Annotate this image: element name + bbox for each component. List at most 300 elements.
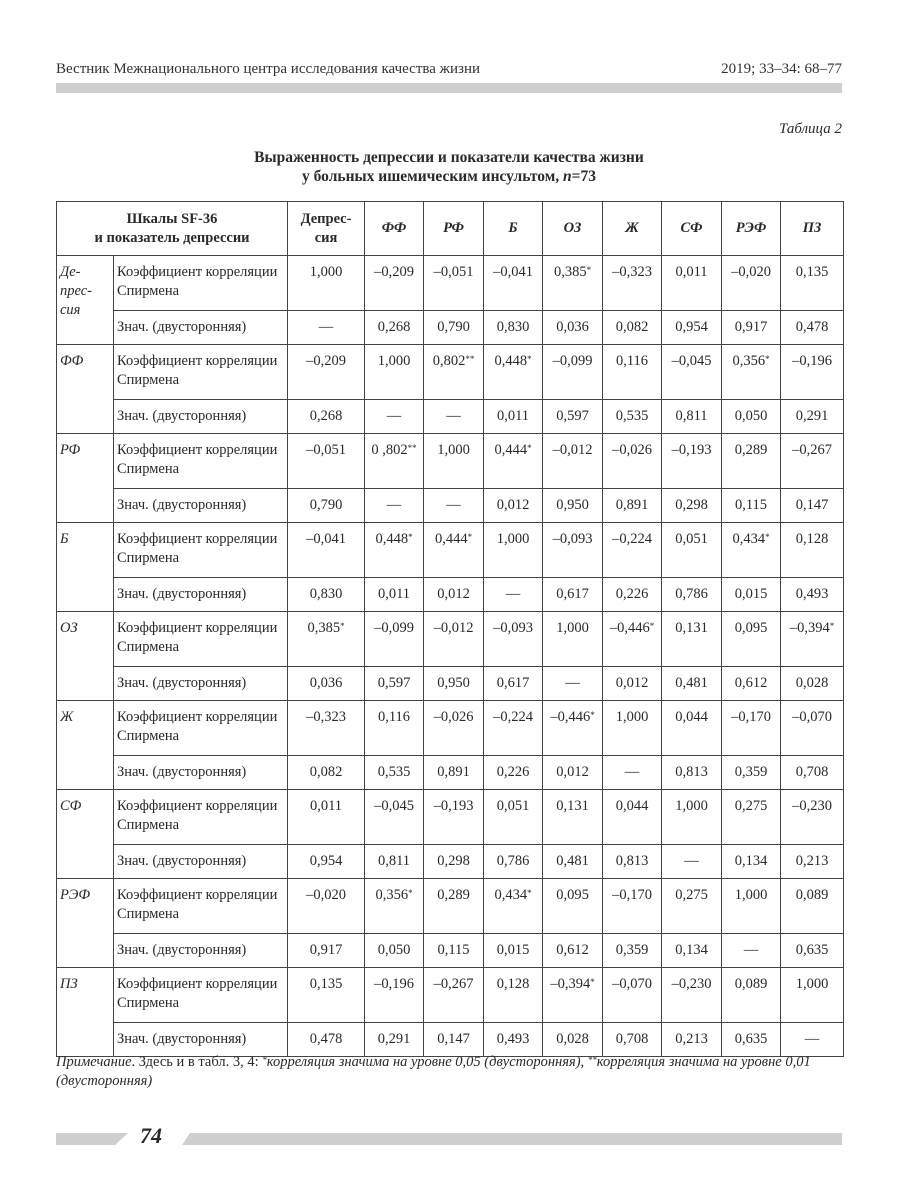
- coefficient-value: 0,434: [732, 531, 766, 547]
- row-label-coefficient: Коэффициент корреляции Спирмена: [114, 612, 288, 667]
- row-label-significance: Знач. (двусторонняя): [114, 756, 288, 790]
- coefficient-cell: [662, 523, 722, 578]
- table-row: [57, 578, 844, 612]
- significance-cell: 0,028: [781, 667, 844, 701]
- coefficient-value: 0,275: [734, 798, 768, 814]
- column-header: ПЗ: [781, 202, 844, 256]
- coefficient-cell: [543, 523, 603, 578]
- footnote-lead: Примечание: [56, 1054, 132, 1070]
- coefficient-cell: [722, 345, 781, 400]
- coefficient-cell: [603, 790, 662, 845]
- coefficient-value: –0,224: [493, 709, 533, 725]
- footer-bar-left: [56, 1133, 128, 1145]
- significance-cell: 0,535: [603, 400, 662, 434]
- coefficient-value: 1,000: [556, 620, 589, 636]
- significance-cell: 0,012: [424, 578, 484, 612]
- coefficient-cell: [484, 434, 543, 489]
- row-label-coefficient: Коэффициент корреляции Спирмена: [114, 523, 288, 578]
- significance-cell: 0,012: [543, 756, 603, 790]
- coefficient-value: –0,070: [612, 976, 652, 992]
- coefficient-cell: [288, 434, 365, 489]
- significance-mark: *: [765, 532, 770, 542]
- coefficient-value: 0 ,802: [371, 442, 408, 458]
- coefficient-value: –0,170: [731, 709, 771, 725]
- significance-mark: *: [649, 621, 655, 631]
- column-header: Б: [484, 202, 543, 256]
- coefficient-cell: [365, 968, 424, 1023]
- coefficient-value: 0,011: [309, 798, 343, 814]
- coefficient-cell: [603, 434, 662, 489]
- significance-cell: 0,478: [288, 1023, 365, 1057]
- coefficient-value: –0,267: [433, 976, 474, 992]
- coefficient-value: 1,000: [675, 798, 708, 814]
- table-row: [57, 756, 844, 790]
- significance-cell: 0,268: [365, 311, 424, 345]
- coefficient-value: –0,099: [552, 353, 593, 369]
- coefficient-cell: [603, 523, 662, 578]
- significance-cell: —: [424, 489, 484, 523]
- coefficient-cell: [662, 612, 722, 667]
- coefficient-cell: [543, 256, 603, 311]
- row-label-significance: Знач. (двусторонняя): [114, 578, 288, 612]
- coefficient-cell: [288, 701, 365, 756]
- coefficient-cell: [365, 701, 424, 756]
- coefficient-cell: [603, 968, 662, 1023]
- significance-mark: *: [829, 621, 835, 631]
- coefficient-cell: [662, 968, 722, 1023]
- significance-cell: 0,493: [484, 1023, 543, 1057]
- coefficient-value: 0,135: [309, 976, 343, 992]
- coefficient-value: 0,011: [675, 264, 708, 280]
- significance-cell: 0,134: [662, 934, 722, 968]
- coefficient-cell: [662, 790, 722, 845]
- coefficient-value: 0,116: [615, 353, 649, 369]
- significance-cell: 0,617: [543, 578, 603, 612]
- significance-cell: 0,917: [722, 311, 781, 345]
- table-row: [57, 612, 844, 667]
- row-label-significance: Знач. (двусторонняя): [114, 934, 288, 968]
- coefficient-cell: [484, 701, 543, 756]
- coefficient-value: 1,000: [734, 887, 768, 903]
- coefficient-cell: [365, 790, 424, 845]
- header-row: [57, 202, 844, 256]
- significance-cell: 0,147: [424, 1023, 484, 1057]
- table-row: [57, 523, 844, 578]
- coefficient-value: 0,131: [556, 798, 589, 814]
- row-label-significance: Знач. (двусторонняя): [114, 489, 288, 523]
- coefficient-value: 0,135: [795, 264, 829, 280]
- coefficient-value: 0,051: [675, 531, 708, 547]
- significance-cell: 0,813: [662, 756, 722, 790]
- significance-cell: —: [365, 400, 424, 434]
- coefficient-cell: [662, 345, 722, 400]
- table-row: [57, 489, 844, 523]
- coefficient-cell: [722, 790, 781, 845]
- significance-cell: 0,950: [543, 489, 603, 523]
- table-row: [57, 434, 844, 489]
- significance-cell: 0,612: [543, 934, 603, 968]
- column-header: Депрес- сия: [288, 202, 365, 256]
- coefficient-value: –0,041: [493, 264, 533, 280]
- coefficient-cell: [781, 879, 844, 934]
- significance-mark: *: [340, 621, 345, 631]
- scale-name: ОЗ: [57, 612, 114, 701]
- coefficient-value: 0,051: [496, 798, 530, 814]
- coefficient-cell: [365, 434, 424, 489]
- footnote-mark-2: **: [587, 1055, 597, 1065]
- footnote-text-2: корреляция значима на уровне 0,05 (двусторонняя),: [266, 1054, 588, 1070]
- coefficient-cell: [722, 968, 781, 1023]
- coefficient-cell: [484, 256, 543, 311]
- coefficient-value: 0,448: [494, 353, 528, 369]
- coefficient-value: –0,209: [374, 264, 414, 280]
- coefficient-value: –0,193: [671, 442, 712, 458]
- coefficient-cell: [424, 879, 484, 934]
- significance-cell: 0,597: [365, 667, 424, 701]
- table-row: [57, 845, 844, 879]
- significance-cell: 0,478: [781, 311, 844, 345]
- significance-mark: **: [407, 443, 417, 453]
- significance-cell: 0,115: [424, 934, 484, 968]
- significance-cell: 0,298: [424, 845, 484, 879]
- significance-cell: 0,359: [722, 756, 781, 790]
- coefficient-cell: [288, 345, 365, 400]
- title-line-1: Выраженность депрессии и показатели качества жизни: [254, 149, 644, 166]
- significance-cell: 0,708: [603, 1023, 662, 1057]
- coefficient-cell: [365, 612, 424, 667]
- table-row: [57, 879, 844, 934]
- significance-mark: *: [527, 888, 532, 898]
- significance-cell: 0,811: [662, 400, 722, 434]
- coefficient-value: 1,000: [309, 264, 343, 280]
- coefficient-value: –0,230: [671, 976, 712, 992]
- significance-cell: 0,082: [603, 311, 662, 345]
- significance-cell: 0,830: [484, 311, 543, 345]
- row-label-significance: Знач. (двусторонняя): [114, 400, 288, 434]
- header-rule: [56, 83, 842, 93]
- significance-cell: 0,226: [484, 756, 543, 790]
- coefficient-value: 1,000: [496, 531, 530, 547]
- significance-cell: 0,011: [484, 400, 543, 434]
- coefficient-cell: [424, 256, 484, 311]
- row-label-coefficient: Коэффициент корреляции Спирмена: [114, 256, 288, 311]
- title-n-label: n: [563, 168, 572, 185]
- significance-cell: 0,028: [543, 1023, 603, 1057]
- coefficient-cell: [484, 879, 543, 934]
- coefficient-value: –0,170: [612, 887, 652, 903]
- row-label-significance: Знач. (двусторонняя): [114, 311, 288, 345]
- coefficient-value: 0,095: [556, 887, 589, 903]
- coefficient-cell: [543, 612, 603, 667]
- significance-cell: 0,012: [603, 667, 662, 701]
- coefficient-value: –0,051: [433, 264, 474, 280]
- coefficient-cell: [543, 790, 603, 845]
- footnote-mark-1: *: [262, 1055, 267, 1065]
- coefficient-value: –0,045: [374, 798, 414, 814]
- coefficient-cell: [484, 612, 543, 667]
- significance-cell: 0,268: [288, 400, 365, 434]
- coefficient-value: –0,230: [792, 798, 832, 814]
- table-row: [57, 345, 844, 400]
- coefficient-value: –0,051: [306, 442, 346, 458]
- significance-cell: —: [781, 1023, 844, 1057]
- coefficient-value: 1,000: [437, 442, 470, 458]
- coefficient-cell: [722, 256, 781, 311]
- coefficient-value: 0,128: [496, 976, 530, 992]
- footnote-text-1: . Здесь и в табл. 3, 4:: [131, 1054, 263, 1070]
- significance-cell: 0,015: [484, 934, 543, 968]
- significance-cell: 0,917: [288, 934, 365, 968]
- coefficient-value: –0,323: [612, 264, 652, 280]
- coefficient-value: 0,128: [795, 531, 829, 547]
- scale-name: РЭФ: [57, 879, 114, 968]
- significance-cell: 0,036: [543, 311, 603, 345]
- column-header: ОЗ: [543, 202, 603, 256]
- coefficient-value: 0,289: [437, 887, 470, 903]
- column-header: Ж: [603, 202, 662, 256]
- coefficient-cell: [662, 256, 722, 311]
- coefficient-cell: [781, 701, 844, 756]
- significance-cell: 0,213: [781, 845, 844, 879]
- significance-cell: —: [484, 578, 543, 612]
- significance-cell: 0,954: [288, 845, 365, 879]
- significance-cell: —: [365, 489, 424, 523]
- coefficient-value: –0,224: [612, 531, 652, 547]
- row-label-coefficient: Коэффициент корреляции Спирмена: [114, 879, 288, 934]
- table-row: [57, 790, 844, 845]
- significance-mark: *: [408, 532, 413, 542]
- table-row: [57, 934, 844, 968]
- coefficient-value: –0,012: [433, 620, 474, 636]
- significance-cell: 0,830: [288, 578, 365, 612]
- coefficient-value: –0,394: [789, 620, 830, 636]
- coefficient-cell: [603, 612, 662, 667]
- coefficient-value: 0,116: [377, 709, 411, 725]
- row-label-coefficient: Коэффициент корреляции Спирмена: [114, 434, 288, 489]
- coefficient-cell: [722, 612, 781, 667]
- significance-cell: 0,708: [781, 756, 844, 790]
- significance-mark: **: [465, 354, 475, 364]
- coefficient-value: 0,444: [434, 531, 468, 547]
- significance-cell: —: [662, 845, 722, 879]
- coefficient-value: 0,356: [375, 887, 409, 903]
- coefficient-cell: [484, 345, 543, 400]
- table-row: [57, 1023, 844, 1057]
- coefficient-value: –0,394: [550, 976, 591, 992]
- significance-cell: 0,012: [484, 489, 543, 523]
- column-header: РФ: [424, 202, 484, 256]
- coefficient-cell: [424, 434, 484, 489]
- coefficient-cell: [424, 701, 484, 756]
- scale-name: Ж: [57, 701, 114, 790]
- significance-cell: 0,291: [365, 1023, 424, 1057]
- coefficient-value: –0,026: [433, 709, 474, 725]
- scale-name: Де- прес- сия: [57, 256, 114, 345]
- row-label-significance: Знач. (двусторонняя): [114, 1023, 288, 1057]
- table-row: [57, 311, 844, 345]
- significance-cell: 0,790: [424, 311, 484, 345]
- coefficient-cell: [365, 256, 424, 311]
- significance-cell: 0,036: [288, 667, 365, 701]
- table-label: Таблица 2: [779, 121, 842, 137]
- coefficient-value: 0,289: [734, 442, 768, 458]
- coefficient-cell: [288, 256, 365, 311]
- coefficient-value: 0,044: [615, 798, 649, 814]
- coefficient-cell: [288, 968, 365, 1023]
- running-head: [56, 61, 842, 78]
- row-label-significance: Знач. (двусторонняя): [114, 667, 288, 701]
- significance-cell: 0,617: [484, 667, 543, 701]
- table-title: [56, 148, 842, 186]
- coefficient-value: –0,446: [609, 620, 650, 636]
- significance-mark: *: [527, 354, 532, 364]
- significance-cell: 0,213: [662, 1023, 722, 1057]
- significance-cell: 0,298: [662, 489, 722, 523]
- coefficient-value: 1,000: [795, 976, 829, 992]
- significance-cell: 0,612: [722, 667, 781, 701]
- coefficient-value: 0,448: [375, 531, 409, 547]
- footer-bar-right: [182, 1133, 842, 1145]
- significance-cell: 0,082: [288, 756, 365, 790]
- significance-cell: 0,786: [662, 578, 722, 612]
- coefficient-cell: [781, 256, 844, 311]
- significance-cell: 0,050: [365, 934, 424, 968]
- footnote-text-3: корреляция значима на уровне 0,01 (двусторонняя): [56, 1054, 811, 1089]
- title-line-2-text: у больных ишемическим инсультом,: [302, 168, 564, 185]
- significance-cell: 0,015: [722, 578, 781, 612]
- coefficient-cell: [781, 968, 844, 1023]
- coefficient-cell: [484, 523, 543, 578]
- significance-cell: 0,635: [781, 934, 844, 968]
- coefficient-cell: [543, 879, 603, 934]
- scale-name: ПЗ: [57, 968, 114, 1057]
- significance-mark: *: [408, 888, 413, 898]
- coefficient-value: 0,444: [494, 442, 528, 458]
- coefficient-value: 0,802: [432, 353, 466, 369]
- coefficient-value: –0,012: [552, 442, 593, 458]
- coefficient-value: 1,000: [377, 353, 411, 369]
- scale-name: СФ: [57, 790, 114, 879]
- significance-cell: 0,359: [603, 934, 662, 968]
- table-row: [57, 701, 844, 756]
- significance-cell: 0,790: [288, 489, 365, 523]
- coefficient-value: –0,093: [493, 620, 533, 636]
- significance-cell: 0,226: [603, 578, 662, 612]
- scale-name: Б: [57, 523, 114, 612]
- table-row: [57, 667, 844, 701]
- coefficient-cell: [603, 256, 662, 311]
- significance-cell: 0,635: [722, 1023, 781, 1057]
- coefficient-value: –0,093: [552, 531, 593, 547]
- coefficient-cell: [781, 612, 844, 667]
- row-label-coefficient: Коэффициент корреляции Спирмена: [114, 790, 288, 845]
- coefficient-value: –0,209: [306, 353, 346, 369]
- coefficient-cell: [781, 434, 844, 489]
- coefficient-cell: [365, 523, 424, 578]
- significance-cell: 0,291: [781, 400, 844, 434]
- row-label-significance: Знач. (двусторонняя): [114, 845, 288, 879]
- coefficient-cell: [288, 879, 365, 934]
- coefficient-value: –0,196: [374, 976, 414, 992]
- significance-cell: 0,535: [365, 756, 424, 790]
- coefficient-cell: [722, 879, 781, 934]
- coefficient-cell: [722, 523, 781, 578]
- coefficient-value: –0,045: [671, 353, 712, 369]
- significance-cell: —: [543, 667, 603, 701]
- significance-cell: 0,786: [484, 845, 543, 879]
- significance-cell: —: [722, 934, 781, 968]
- significance-mark: *: [590, 977, 595, 987]
- title-line-2: [56, 167, 842, 186]
- coefficient-cell: [603, 701, 662, 756]
- significance-cell: 0,891: [603, 489, 662, 523]
- significance-cell: 0,481: [662, 667, 722, 701]
- coefficient-cell: [365, 879, 424, 934]
- significance-cell: 0,813: [603, 845, 662, 879]
- column-header: СФ: [662, 202, 722, 256]
- coefficient-cell: [603, 879, 662, 934]
- page-number: 74: [140, 1123, 162, 1148]
- coefficient-value: 0,434: [494, 887, 528, 903]
- significance-cell: 0,147: [781, 489, 844, 523]
- significance-mark: *: [527, 443, 532, 453]
- coefficient-cell: [424, 790, 484, 845]
- coefficient-cell: [424, 968, 484, 1023]
- column-header: РЭФ: [722, 202, 781, 256]
- scales-header: Шкалы SF-36 и показатель депрессии: [57, 202, 288, 256]
- title-n-value: =73: [571, 168, 596, 185]
- coefficient-cell: [662, 879, 722, 934]
- significance-cell: 0,950: [424, 667, 484, 701]
- coefficient-value: 0,385: [307, 620, 341, 636]
- table-row: [57, 256, 844, 311]
- table-body: [57, 256, 844, 1057]
- correlation-table: [56, 201, 844, 1057]
- coefficient-cell: [781, 345, 844, 400]
- scale-name: РФ: [57, 434, 114, 523]
- coefficient-value: 0,044: [675, 709, 708, 725]
- coefficient-cell: [662, 434, 722, 489]
- coefficient-value: –0,041: [306, 531, 346, 547]
- citation: 2019; 33–34: 68–77: [721, 61, 842, 77]
- coefficient-cell: [424, 523, 484, 578]
- significance-cell: 0,115: [722, 489, 781, 523]
- coefficient-value: –0,020: [731, 264, 771, 280]
- coefficient-cell: [662, 701, 722, 756]
- coefficient-value: 0,275: [675, 887, 708, 903]
- column-header: ФФ: [365, 202, 424, 256]
- coefficient-cell: [781, 790, 844, 845]
- coefficient-value: –0,193: [433, 798, 474, 814]
- significance-cell: 0,954: [662, 311, 722, 345]
- coefficient-value: 0,095: [734, 620, 768, 636]
- significance-cell: 0,134: [722, 845, 781, 879]
- significance-cell: 0,891: [424, 756, 484, 790]
- significance-mark: *: [586, 265, 592, 275]
- scale-name: ФФ: [57, 345, 114, 434]
- significance-cell: —: [288, 311, 365, 345]
- coefficient-cell: [484, 968, 543, 1023]
- coefficient-cell: [288, 523, 365, 578]
- coefficient-value: –0,070: [792, 709, 832, 725]
- coefficient-cell: [288, 612, 365, 667]
- coefficient-value: –0,026: [612, 442, 652, 458]
- row-label-coefficient: Коэффициент корреляции Спирмена: [114, 345, 288, 400]
- significance-cell: 0,811: [365, 845, 424, 879]
- significance-mark: *: [765, 354, 770, 364]
- significance-mark: *: [590, 710, 595, 720]
- coefficient-value: –0,446: [550, 709, 591, 725]
